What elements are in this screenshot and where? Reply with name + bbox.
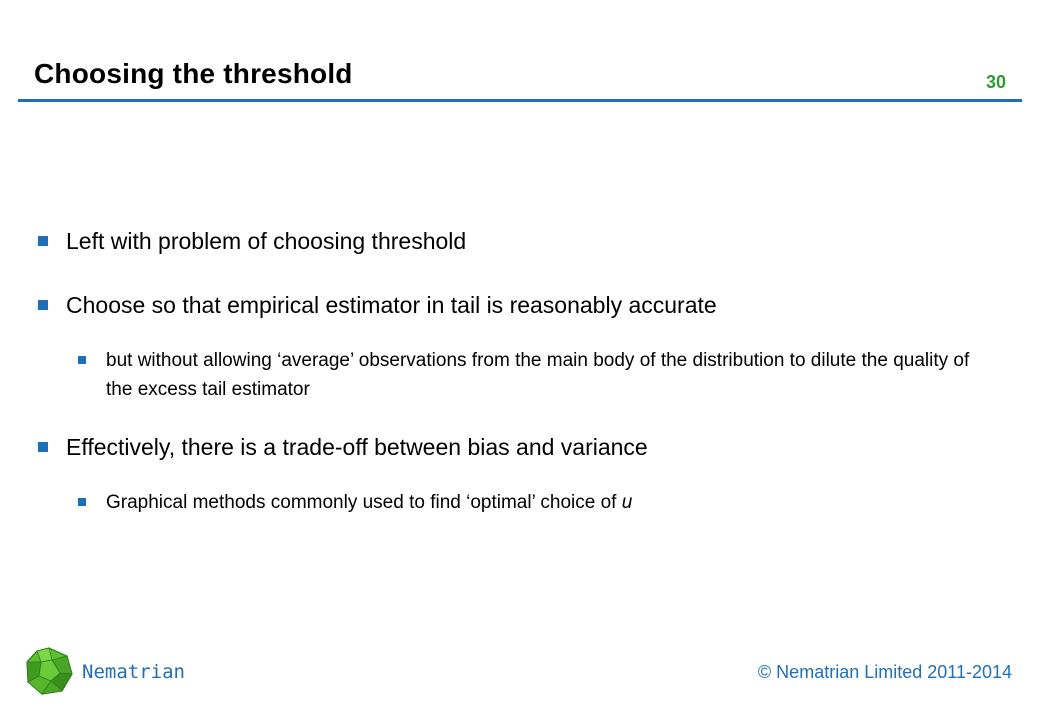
bullet-square-icon [38, 442, 48, 452]
bullet-3 [38, 434, 648, 461]
variable-u: u [621, 492, 633, 513]
bullet-text: Choose so that empirical estimator in tail is reasonably accurate [66, 292, 717, 318]
bullet-square-icon [38, 300, 48, 310]
bullet-1 [38, 228, 466, 255]
bullet-text: Effectively, there is a trade-off between bias and variance [66, 434, 648, 460]
bullet-text: Left with problem of choosing threshold [66, 228, 467, 254]
bullet-2 [38, 292, 717, 319]
sub-bullet-text: but without allowing ‘average’ observations from the main body of the distribution to dilute the quality of the excess tail estimator [106, 350, 970, 400]
bullet-square-icon [78, 498, 86, 506]
bullet-square-icon [78, 356, 86, 364]
sub-bullet-text [106, 488, 986, 517]
sub-bullet-2 [78, 488, 986, 517]
footer-brand: Nematrian [82, 661, 185, 683]
bullet-square-icon [38, 236, 48, 246]
slide-number: 30 [985, 72, 1006, 92]
sub-bullet-1 [78, 346, 986, 404]
title-rule [18, 99, 1022, 102]
green-polyhedron-logo-icon [24, 646, 74, 696]
slide-title: Choosing the threshold [34, 58, 353, 89]
footer-copyright: © Nematrian Limited 2011-2014 [757, 662, 1012, 682]
sub-bullet-main: Graphical methods commonly used to find ‘optimal’ choice of [106, 492, 622, 513]
